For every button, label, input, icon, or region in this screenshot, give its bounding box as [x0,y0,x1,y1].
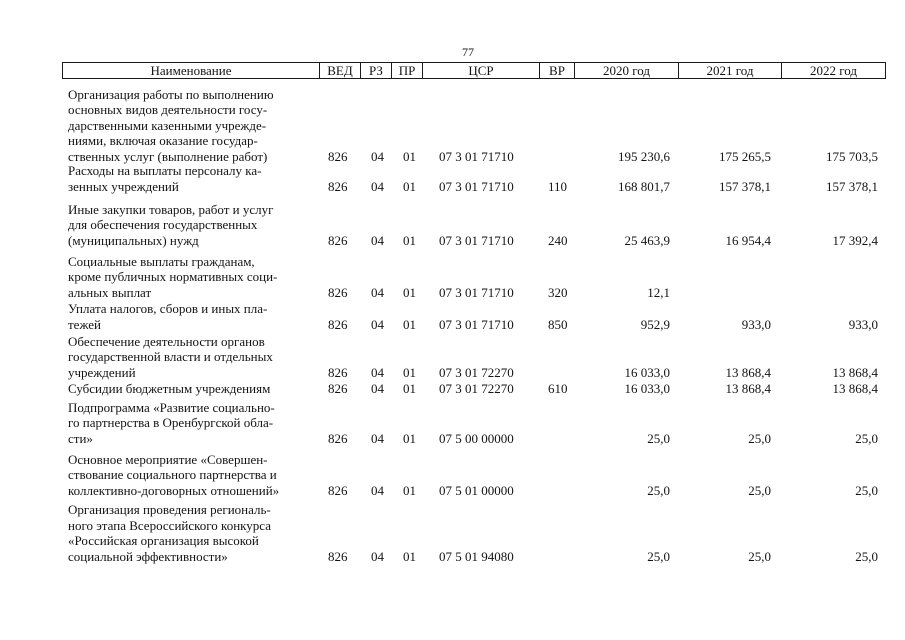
row-ved: 826 [328,364,348,380]
row-2020: 16 033,0 [624,364,670,380]
row-2020: 25,0 [647,430,670,446]
row-name: Субсидии бюджетным учреждениям [68,380,271,396]
table-row [68,380,888,396]
row-name: Уплата налогов, сборов и иных пла- тежей [68,301,268,332]
table-row [68,446,888,498]
header-2020: 2020 год [574,63,678,78]
header-pr: ПР [391,63,422,78]
row-ved: 826 [328,148,348,164]
row-2020: 25,0 [647,548,670,564]
row-rz: 04 [371,178,384,194]
row-2020: 952,9 [640,316,670,332]
row-rz: 04 [371,380,384,396]
row-ved: 826 [328,232,348,248]
row-2021: 933,0 [741,316,771,332]
row-pr: 01 [403,284,416,300]
row-pr: 01 [403,148,416,164]
row-vr: 240 [548,232,568,248]
row-2022: 933,0 [848,316,878,332]
row-rz: 04 [371,232,384,248]
row-2020: 25,0 [647,482,670,498]
header-vr: ВР [539,63,574,78]
table-row [68,194,888,248]
row-2022: 25,0 [855,548,878,564]
header-name: Наименование [150,63,232,78]
header-2022: 2022 год [781,63,885,78]
row-pr: 01 [403,364,416,380]
table-row [68,164,888,194]
row-2022: 13 868,4 [832,380,878,396]
row-2020: 16 033,0 [624,380,670,396]
row-csr: 07 5 00 00000 [439,430,514,446]
row-2020: 12,1 [647,284,670,300]
page-number: 77 [462,45,474,59]
row-2022: 13 868,4 [832,364,878,380]
row-pr: 01 [403,316,416,332]
row-name: Расходы на выплаты персоналу ка- зенных учреждений [68,163,262,194]
row-csr: 07 5 01 00000 [439,482,514,498]
header-rz: РЗ [360,63,391,78]
row-2021: 13 868,4 [725,364,771,380]
row-2021: 175 265,5 [719,148,771,164]
row-vr: 610 [548,380,568,396]
row-name: Организация проведения региональ- ного этапа Всероссийского конкурса «Российская организация высокой социальной эффективности» [68,502,271,564]
row-csr: 07 3 01 71710 [439,316,514,332]
table-header [62,62,886,79]
header-2021: 2021 год [678,63,781,78]
row-rz: 04 [371,284,384,300]
row-name: Социальные выплаты гражданам, кроме публичных нормативных соци- альных выплат [68,253,278,300]
row-rz: 04 [371,548,384,564]
row-ved: 826 [328,430,348,446]
header-csr: ЦСР [422,63,539,78]
row-2021: 25,0 [748,482,771,498]
row-csr: 07 3 01 72270 [439,380,514,396]
row-2021: 25,0 [748,548,771,564]
row-ved: 826 [328,178,348,194]
row-rz: 04 [371,430,384,446]
row-rz: 04 [371,482,384,498]
row-vr: 110 [548,178,568,194]
row-rz: 04 [371,364,384,380]
row-2021: 25,0 [748,430,771,446]
row-rz: 04 [371,148,384,164]
row-pr: 01 [403,178,416,194]
row-pr: 01 [403,482,416,498]
row-name: Обеспечение деятельности органов государственной власти и отдельных учреждений [68,333,273,380]
row-2022: 17 392,4 [832,232,878,248]
row-pr: 01 [403,232,416,248]
table-row [68,80,888,164]
row-2020: 168 801,7 [618,178,670,194]
row-2022: 157 378,1 [826,178,878,194]
row-vr: 850 [548,316,568,332]
row-csr: 07 3 01 71710 [439,232,514,248]
header-ved: ВЕД [319,63,360,78]
row-2022: 25,0 [855,430,878,446]
table-row [68,396,888,446]
row-csr: 07 3 01 71710 [439,284,514,300]
row-ved: 826 [328,316,348,332]
row-pr: 01 [403,548,416,564]
row-2022: 175 703,5 [826,148,878,164]
row-pr: 01 [403,380,416,396]
row-pr: 01 [403,430,416,446]
row-2021: 16 954,4 [725,232,771,248]
row-ved: 826 [328,548,348,564]
table-row [68,300,888,332]
row-ved: 826 [328,482,348,498]
row-ved: 826 [328,284,348,300]
row-name: Подпрограмма «Развитие социально- го партнерства в Оренбургской обла- сти» [68,399,275,446]
row-ved: 826 [328,380,348,396]
table-row [68,248,888,300]
table-row [68,332,888,380]
row-2022: 25,0 [855,482,878,498]
table-row [68,498,888,564]
row-vr: 320 [548,284,568,300]
row-2020: 195 230,6 [618,148,670,164]
row-name: Иные закупки товаров, работ и услуг для обеспечения государственных (муниципальных) нужд [68,201,274,248]
row-2021: 13 868,4 [725,380,771,396]
row-name: Основное мероприятие «Совершен- ствование социального партнерства и коллективно-договорных отношений» [68,451,280,498]
row-csr: 07 3 01 71710 [439,148,514,164]
row-csr: 07 3 01 71710 [439,178,514,194]
row-rz: 04 [371,316,384,332]
row-csr: 07 3 01 72270 [439,364,514,380]
row-csr: 07 5 01 94080 [439,548,514,564]
row-name: Организация работы по выполнению основных видов деятельности госу- дарственными казенными учрежде- ниями, включая оказание государ- ственных услуг (выполнение работ) [68,86,274,164]
row-2020: 25 463,9 [624,232,670,248]
row-2021: 157 378,1 [719,178,771,194]
